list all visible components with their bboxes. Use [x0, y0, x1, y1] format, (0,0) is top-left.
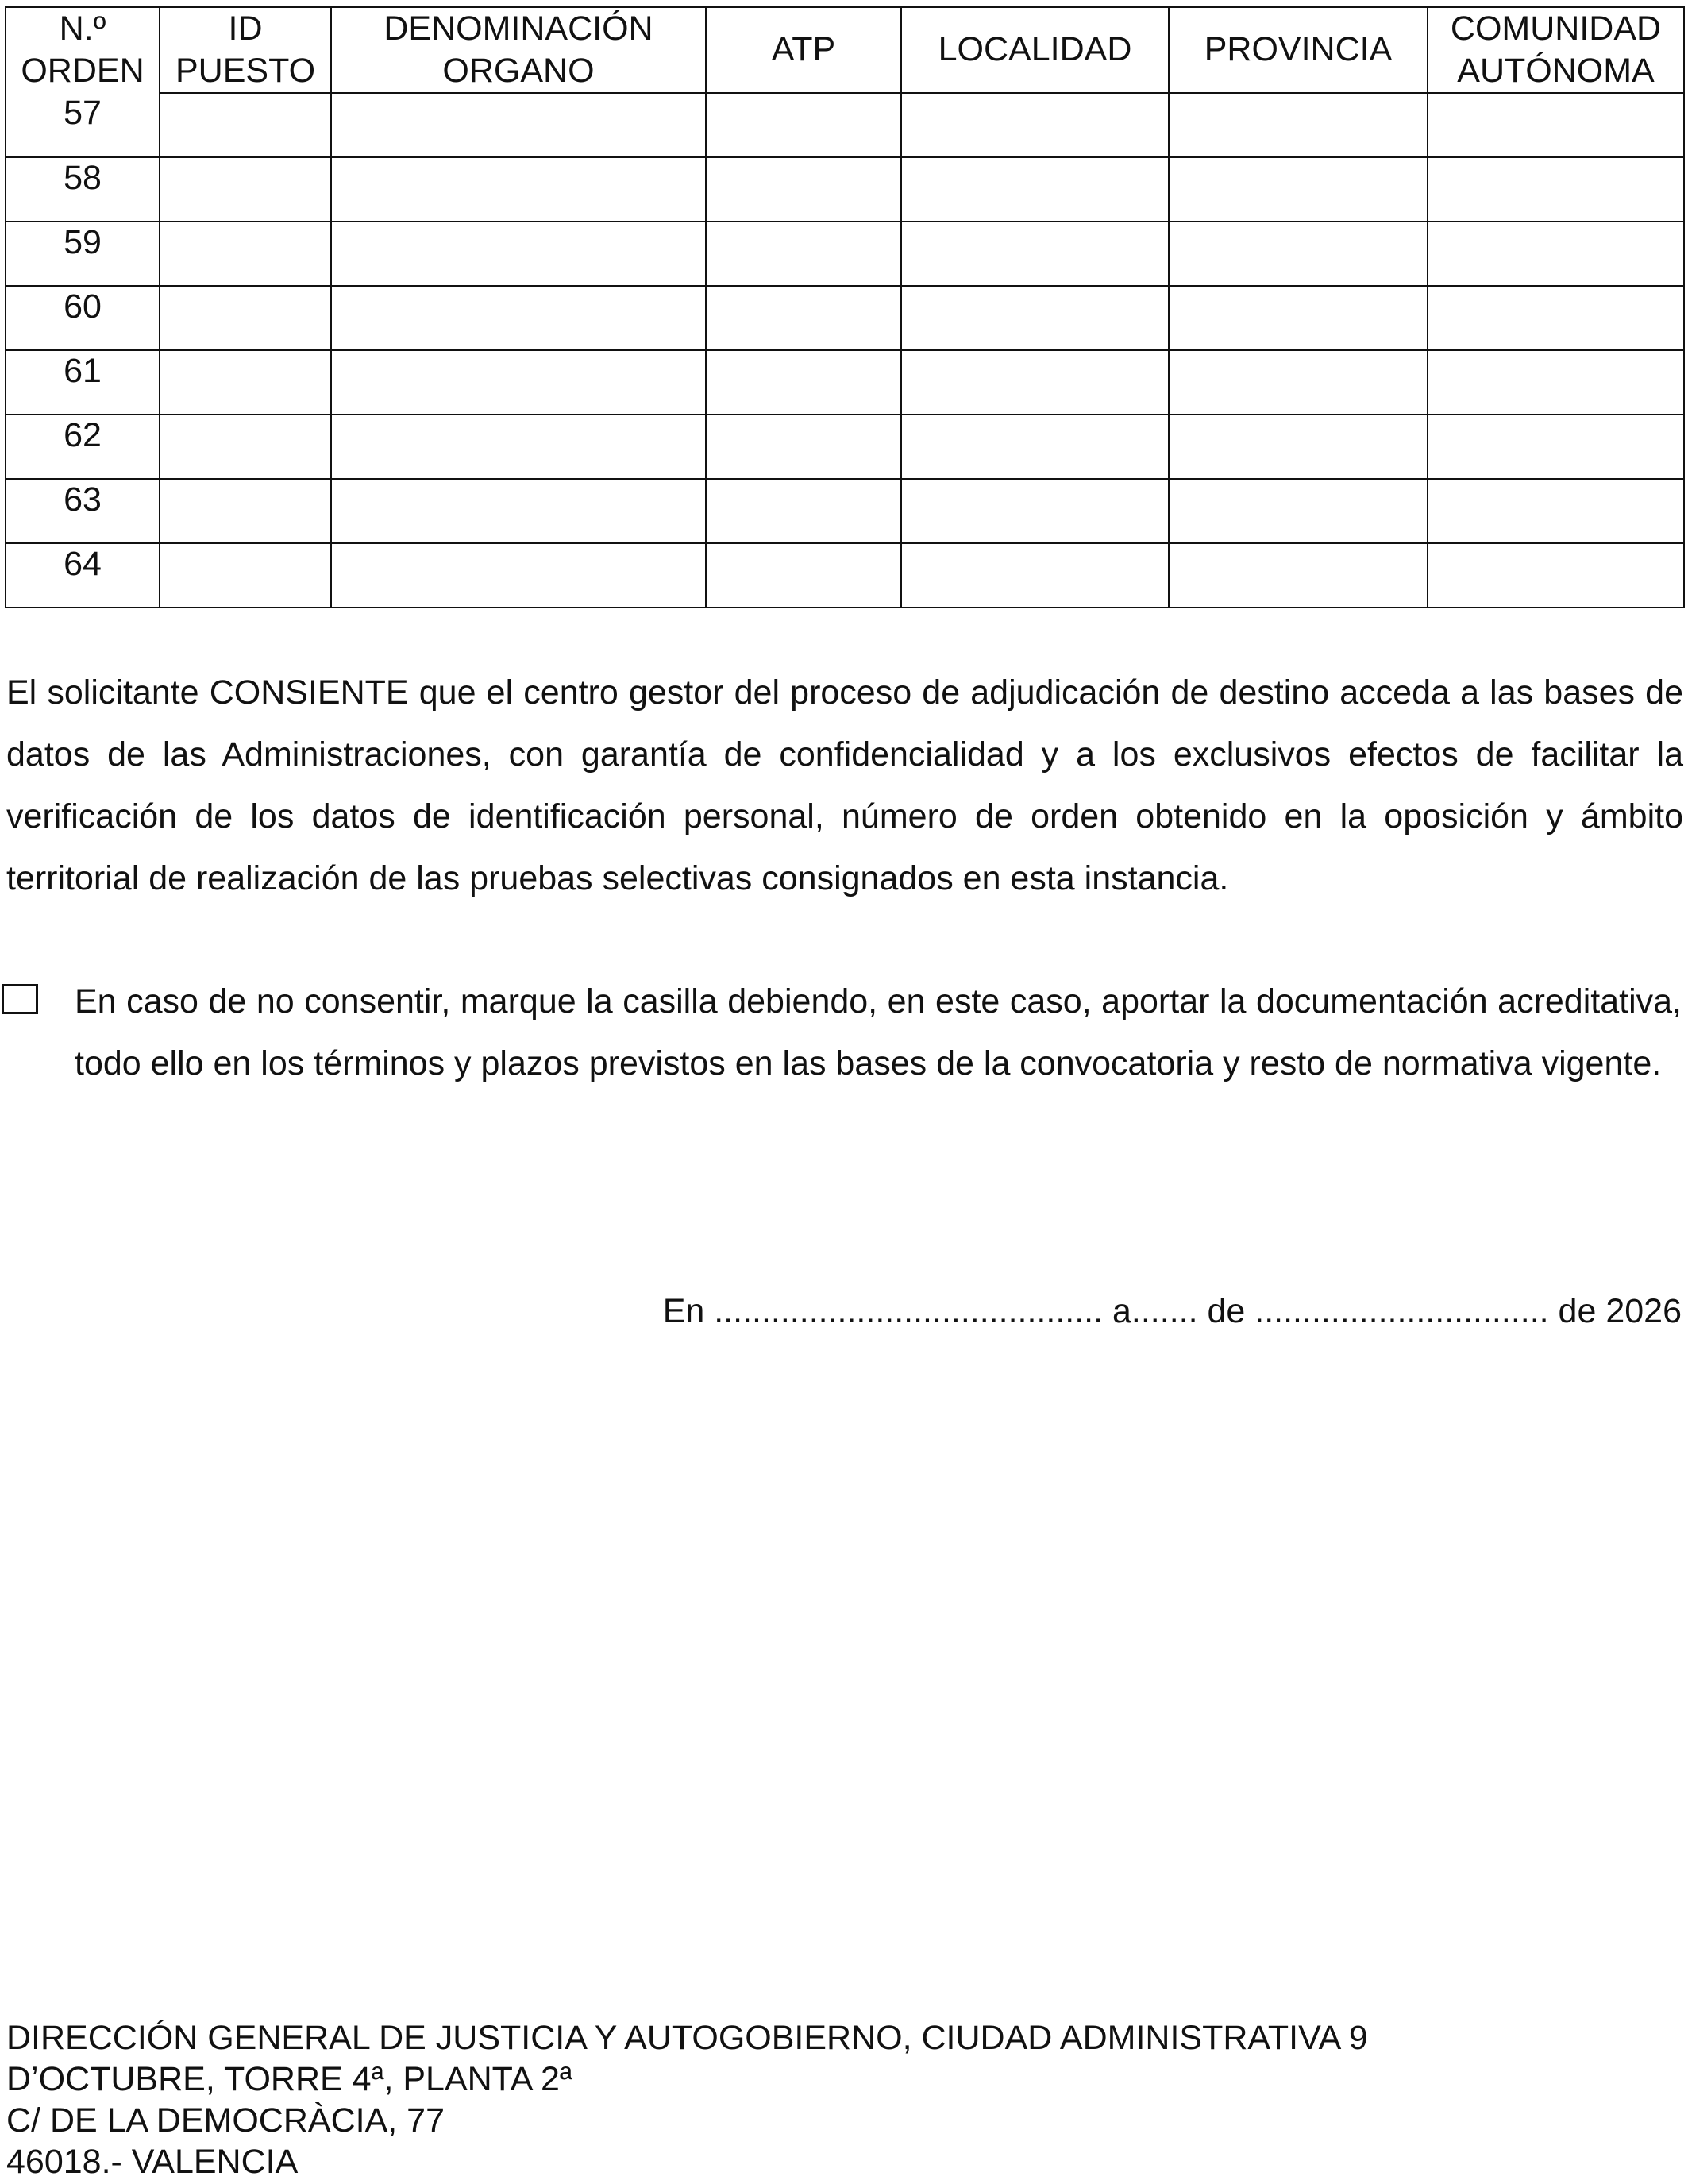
consent-text: El solicitante CONSIENTE que el centro gestor del proceso de adjudicación de destino acceda a las bases de datos de las Administraciones, con garantía de confidencialidad y a los exclusivos efectos de facilitar la verificación de los datos de identificación personal, número de orden obtenido en la oposición y ámbito territorial de realización de las pruebas selectivas consignados en esta instancia.: [6, 673, 1683, 897]
order-number-cell: 60: [6, 286, 160, 350]
position-id-cell[interactable]: [160, 222, 331, 286]
position-id-cell[interactable]: [160, 93, 331, 157]
organ-name-cell[interactable]: [331, 350, 706, 415]
organ-name-cell[interactable]: [331, 543, 706, 608]
consent-paragraph: [6, 662, 1683, 909]
province-cell[interactable]: [1169, 479, 1428, 543]
locality-cell[interactable]: [901, 543, 1169, 608]
province-cell[interactable]: [1169, 222, 1428, 286]
organ-name-cell[interactable]: [331, 479, 706, 543]
province-cell[interactable]: [1169, 286, 1428, 350]
table-row: [6, 415, 1684, 479]
order-number-cell: 58: [6, 157, 160, 222]
header-order-number: N.º ORDEN: [6, 7, 160, 93]
autonomous-community-cell[interactable]: [1428, 222, 1684, 286]
locality-cell[interactable]: [901, 157, 1169, 222]
autonomous-community-cell[interactable]: [1428, 350, 1684, 415]
autonomous-community-cell[interactable]: [1428, 93, 1684, 157]
footer-line-3: C/ DE LA DEMOCRÀCIA, 77: [6, 2101, 445, 2140]
table-row: [6, 350, 1684, 415]
locality-cell[interactable]: [901, 222, 1169, 286]
header-province: PROVINCIA: [1169, 7, 1428, 93]
autonomous-community-cell[interactable]: [1428, 415, 1684, 479]
order-number-cell: 62: [6, 415, 160, 479]
position-id-cell[interactable]: [160, 415, 331, 479]
autonomous-community-cell[interactable]: [1428, 286, 1684, 350]
position-id-cell[interactable]: [160, 157, 331, 222]
header-organ-name: DENOMINACIÓN ORGANO: [331, 7, 706, 93]
footer-line-4: 46018.- VALENCIA: [6, 2143, 299, 2181]
position-id-cell[interactable]: [160, 286, 331, 350]
header-atp: ATP: [706, 7, 901, 93]
atp-cell[interactable]: [706, 157, 901, 222]
atp-cell[interactable]: [706, 93, 901, 157]
organ-name-cell[interactable]: [331, 157, 706, 222]
province-cell[interactable]: [1169, 543, 1428, 608]
table-row: [6, 286, 1684, 350]
place-date-line: En ......................................... a....... de ............................... de 2026: [662, 1292, 1682, 1330]
position-id-cell[interactable]: [160, 543, 331, 608]
order-number-cell: 61: [6, 350, 160, 415]
position-id-cell[interactable]: [160, 479, 331, 543]
autonomous-community-cell[interactable]: [1428, 479, 1684, 543]
table-row: [6, 479, 1684, 543]
locality-cell[interactable]: [901, 415, 1169, 479]
opt-out-checkbox[interactable]: [2, 984, 38, 1014]
table-body: [6, 93, 1684, 608]
footer-line-1: DIRECCIÓN GENERAL DE JUSTICIA Y AUTOGOBIERNO, CIUDAD ADMINISTRATIVA 9: [6, 2019, 1368, 2057]
organ-name-cell[interactable]: [331, 415, 706, 479]
header-position-id: ID PUESTO: [160, 7, 331, 93]
position-id-cell[interactable]: [160, 350, 331, 415]
atp-cell[interactable]: [706, 543, 901, 608]
table-header-row: [6, 7, 1684, 93]
footer-line-2: D’OCTUBRE, TORRE 4ª, PLANTA 2ª: [6, 2060, 572, 2098]
organ-name-cell[interactable]: [331, 286, 706, 350]
locality-cell[interactable]: [901, 350, 1169, 415]
atp-cell[interactable]: [706, 222, 901, 286]
table-row: [6, 222, 1684, 286]
atp-cell[interactable]: [706, 350, 901, 415]
table-row: [6, 93, 1684, 157]
autonomous-community-cell[interactable]: [1428, 157, 1684, 222]
table-row: [6, 157, 1684, 222]
locality-cell[interactable]: [901, 479, 1169, 543]
province-cell[interactable]: [1169, 93, 1428, 157]
order-number-cell: 59: [6, 222, 160, 286]
table-row: [6, 543, 1684, 608]
header-autonomous-community: COMUNIDAD AUTÓNOMA: [1428, 7, 1684, 93]
atp-cell[interactable]: [706, 415, 901, 479]
positions-table: [5, 6, 1685, 608]
locality-cell[interactable]: [901, 93, 1169, 157]
atp-cell[interactable]: [706, 286, 901, 350]
atp-cell[interactable]: [706, 479, 901, 543]
order-number-cell: 64: [6, 543, 160, 608]
opt-out-text: En caso de no consentir, marque la casilla debiendo, en este caso, aportar la documentación acreditativa, todo ello en los términos y plazos previstos en las bases de la convocatoria y resto de normativa vigente.: [75, 982, 1682, 1082]
order-number-cell: 63: [6, 479, 160, 543]
organ-name-cell[interactable]: [331, 222, 706, 286]
header-locality: LOCALIDAD: [901, 7, 1169, 93]
locality-cell[interactable]: [901, 286, 1169, 350]
province-cell[interactable]: [1169, 157, 1428, 222]
footer-address: [6, 2017, 1368, 2182]
order-number-cell: 57: [6, 93, 160, 157]
organ-name-cell[interactable]: [331, 93, 706, 157]
province-cell[interactable]: [1169, 415, 1428, 479]
autonomous-community-cell[interactable]: [1428, 543, 1684, 608]
province-cell[interactable]: [1169, 350, 1428, 415]
